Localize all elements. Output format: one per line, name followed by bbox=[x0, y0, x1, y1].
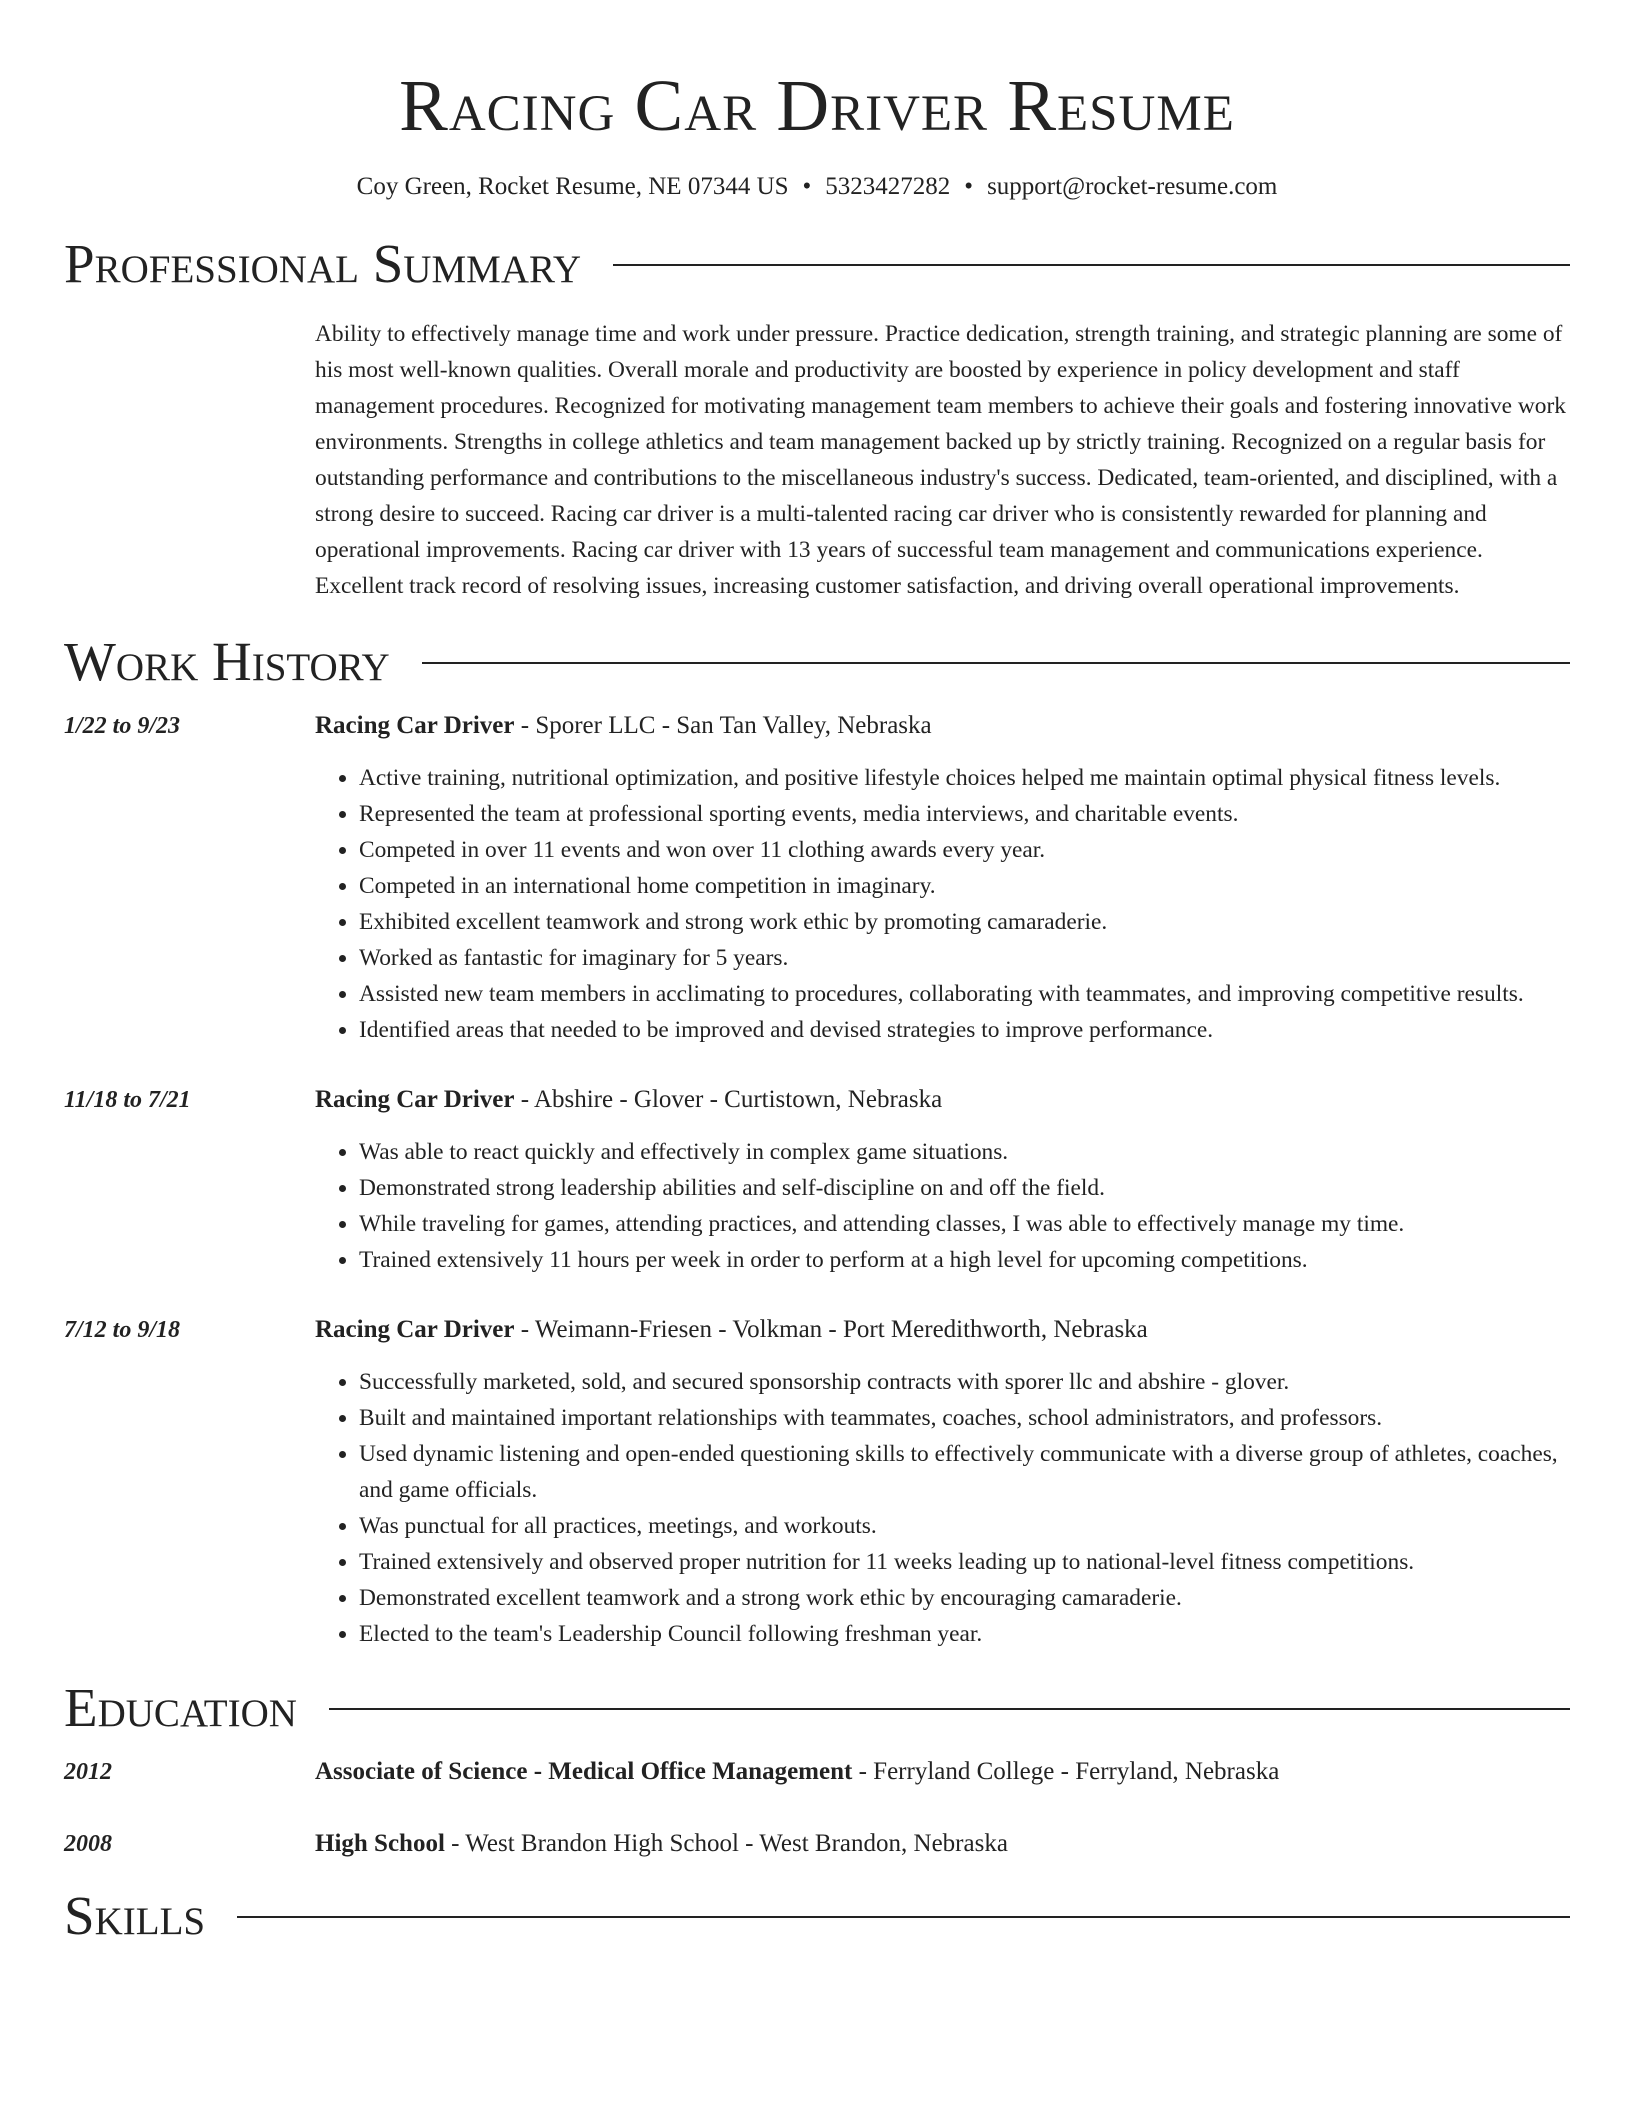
section-title-work-history: Work History bbox=[64, 631, 390, 692]
job-bullets bbox=[315, 1364, 1570, 1652]
job-title: Racing Car Driver bbox=[315, 1316, 515, 1343]
education-heading bbox=[315, 1754, 1570, 1790]
job-bullet: • Was able to react quickly and effectively in complex game situations. bbox=[359, 1134, 1570, 1170]
education-year: 2008 bbox=[64, 1831, 112, 1857]
job-bullet: • While traveling for games, attending practices, and attending classes, I was able to effectively manage my time. bbox=[359, 1206, 1570, 1242]
job-heading bbox=[315, 1312, 1570, 1348]
summary-text: Ability to effectively manage time and work under pressure. Practice dedication, strength training, and strategic planning are some of his most well-known qualities. Overall morale and productivity are boosted by experience in policy development and staff management procedures. Recognized for motivating management team members to achieve their goals and fostering innovative work environments. Strengths in college athletics and team management backed up by strictly training. Recognized on a regular basis for outstanding performance and contributions to the miscellaneous industry's success. Dedicated, team-oriented, and disciplined, with a strong desire to succeed. Racing car driver is a multi-talented racing car driver who is consistently rewarded for planning and operational improvements. Racing car driver with 13 years of successful team management and communications experience. Excellent track record of resolving issues, increasing customer satisfaction, and driving overall operational improvements. bbox=[315, 321, 1566, 599]
job-entry bbox=[64, 1312, 1570, 1652]
job-entry bbox=[64, 708, 1570, 1048]
section-divider bbox=[237, 1916, 1570, 1918]
section-divider bbox=[613, 264, 1570, 266]
section-divider bbox=[422, 662, 1570, 664]
job-dates: 11/18 to 7/21 bbox=[64, 1087, 191, 1113]
job-entry bbox=[64, 1082, 1570, 1278]
job-bullet: • Was punctual for all practices, meetings, and workouts. bbox=[359, 1508, 1570, 1544]
contact-address: Coy Green, Rocket Resume, NE 07344 US bbox=[356, 173, 789, 200]
contact-separator: • bbox=[964, 173, 974, 200]
job-title: Racing Car Driver bbox=[315, 712, 515, 739]
job-bullet: • Successfully marketed, sold, and secured sponsorship contracts with sporer llc and abshire - glover. bbox=[359, 1364, 1570, 1400]
job-bullet: • Competed in an international home competition in imaginary. bbox=[359, 868, 1570, 904]
job-bullet: • Worked as fantastic for imaginary for 5 years. bbox=[359, 940, 1570, 976]
education-year: 2012 bbox=[64, 1759, 112, 1785]
contact-line bbox=[64, 170, 1570, 204]
job-bullets bbox=[315, 760, 1570, 1048]
job-bullet: • Demonstrated strong leadership abilities and self-discipline on and off the field. bbox=[359, 1170, 1570, 1206]
job-bullet: • Competed in over 11 events and won over 11 clothing awards every year. bbox=[359, 832, 1570, 868]
job-bullet: • Used dynamic listening and open-ended questioning skills to effectively communicate with a diverse group of athletes, coaches, and game officials. bbox=[359, 1436, 1570, 1508]
education-list bbox=[64, 1754, 1570, 1862]
job-title: Racing Car Driver bbox=[315, 1086, 515, 1113]
job-bullet: • Represented the team at professional sporting events, media interviews, and charitable events. bbox=[359, 796, 1570, 832]
job-bullet: • Built and maintained important relationships with teammates, coaches, school administrators, and professors. bbox=[359, 1400, 1570, 1436]
contact-separator: • bbox=[802, 173, 812, 200]
job-bullets bbox=[315, 1134, 1570, 1278]
job-heading bbox=[315, 708, 1570, 744]
education-details: - West Brandon High School - West Brandon, Nebraska bbox=[444, 1830, 1008, 1857]
contact-email[interactable]: support@rocket-resume.com bbox=[987, 173, 1278, 200]
job-dates: 7/12 to 9/18 bbox=[64, 1317, 181, 1343]
education-entry bbox=[64, 1754, 1570, 1790]
education-degree: Associate of Science - Medical Office Management bbox=[315, 1758, 853, 1785]
work-history-list bbox=[64, 708, 1570, 1652]
job-bullet: • Trained extensively and observed proper nutrition for 11 weeks leading up to national-level fitness competitions. bbox=[359, 1544, 1570, 1580]
job-bullet: • Elected to the team's Leadership Council following freshman year. bbox=[359, 1616, 1570, 1652]
job-bullet: • Active training, nutritional optimization, and positive lifestyle choices helped me maintain optimal physical fitness levels. bbox=[359, 760, 1570, 796]
section-title-education: Education bbox=[64, 1677, 297, 1738]
resume-title: Racing Car Driver Resume bbox=[399, 65, 1235, 146]
section-header-work-history bbox=[64, 630, 1570, 694]
section-title-skills: Skills bbox=[64, 1885, 206, 1946]
section-header-skills bbox=[64, 1884, 1570, 1948]
section-title-summary: Professional Summary bbox=[64, 233, 582, 294]
job-bullet: • Trained extensively 11 hours per week in order to perform at a high level for upcoming competitions. bbox=[359, 1242, 1570, 1278]
contact-phone: 5323427282 bbox=[825, 173, 951, 200]
job-bullet: • Exhibited excellent teamwork and strong work ethic by promoting camaraderie. bbox=[359, 904, 1570, 940]
job-bullet: • Identified areas that needed to be improved and devised strategies to improve performance. bbox=[359, 1012, 1570, 1048]
job-dates: 1/22 to 9/23 bbox=[64, 713, 181, 739]
job-bullet: • Assisted new team members in acclimating to procedures, collaborating with teammates, and improving competitive results. bbox=[359, 976, 1570, 1012]
resume-page bbox=[64, 0, 1570, 1948]
section-header-summary bbox=[64, 232, 1570, 296]
job-details: - Weimann-Friesen - Volkman - Port Meredithworth, Nebraska bbox=[514, 1316, 1148, 1343]
education-degree: High School bbox=[315, 1830, 445, 1857]
education-heading bbox=[315, 1826, 1570, 1862]
job-details: - Abshire - Glover - Curtistown, Nebraska bbox=[514, 1086, 943, 1113]
section-divider bbox=[329, 1708, 1570, 1710]
section-header-education bbox=[64, 1676, 1570, 1740]
job-bullet: • Demonstrated excellent teamwork and a strong work ethic by encouraging camaraderie. bbox=[359, 1580, 1570, 1616]
education-details: - Ferryland College - Ferryland, Nebraska bbox=[852, 1758, 1280, 1785]
education-entry bbox=[64, 1826, 1570, 1862]
job-details: - Sporer LLC - San Tan Valley, Nebraska bbox=[514, 712, 932, 739]
job-heading bbox=[315, 1082, 1570, 1118]
